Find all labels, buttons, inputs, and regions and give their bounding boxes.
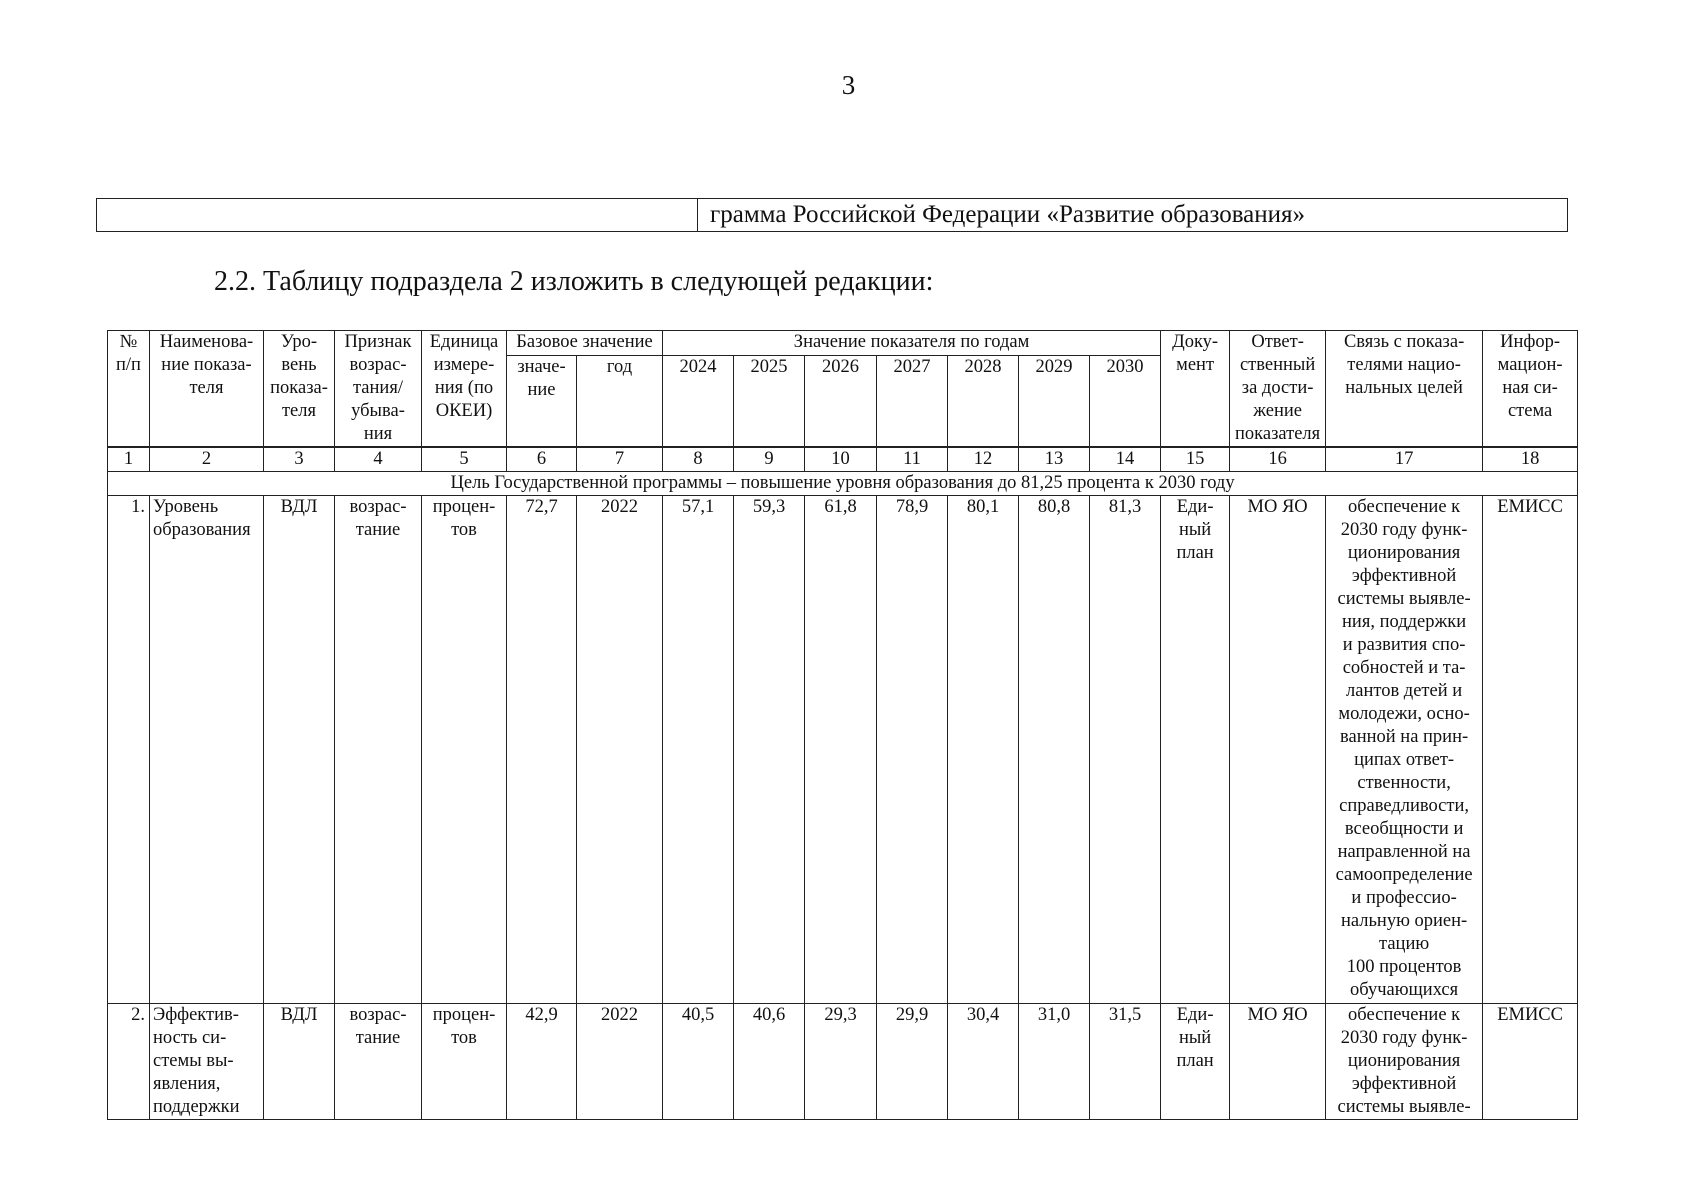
header-base-value: значе- ние: [507, 355, 577, 447]
indicator-level: ВДЛ: [264, 496, 335, 1004]
header-base: Базовое значение: [507, 331, 663, 356]
fragment-text: грамма Российской Федерации «Развитие образования»: [710, 201, 1306, 228]
base-year: 2022: [577, 496, 663, 1004]
value-2024: 57,1: [663, 496, 734, 1004]
indicator-unit: процен- тов: [422, 1004, 507, 1120]
value-2030: 31,5: [1090, 1004, 1161, 1120]
value-2029: 31,0: [1019, 1004, 1090, 1120]
header-responsible: Ответ- ственный за дости- жение показателя: [1230, 331, 1326, 448]
indicator-level: ВДЛ: [264, 1004, 335, 1120]
header-name: Наименова- ние показа- теля: [150, 331, 264, 448]
indicator-name: Эффектив- ность си- стемы вы- явления, поддержки: [150, 1004, 264, 1120]
value-2029: 80,8: [1019, 496, 1090, 1004]
header-num: № п/п: [108, 331, 150, 448]
column-number: 15: [1161, 447, 1230, 472]
column-number: 11: [877, 447, 948, 472]
header-year: 2029: [1019, 355, 1090, 447]
column-number: 4: [335, 447, 422, 472]
column-number: 14: [1090, 447, 1161, 472]
base-value: 42,9: [507, 1004, 577, 1120]
fragment-left-cell: [97, 199, 698, 231]
value-2028: 80,1: [948, 496, 1019, 1004]
column-number: 13: [1019, 447, 1090, 472]
indicator-sign: возрас- тание: [335, 1004, 422, 1120]
value-2028: 30,4: [948, 1004, 1019, 1120]
indicators-table: [107, 330, 1578, 1120]
program-goal: Цель Государственной программы – повышение уровня образования до 81,25 процента к 2030 году: [108, 472, 1578, 496]
header-year: 2026: [805, 355, 877, 447]
column-number: 10: [805, 447, 877, 472]
header-national-goals: Связь с показа- телями нацио- нальных целей: [1326, 331, 1483, 448]
row-number: 1.: [108, 496, 150, 1004]
header-year: 2030: [1090, 355, 1161, 447]
national-goal-link: обеспечение к 2030 году функ- ционирования эффективной системы выявле-: [1326, 1004, 1483, 1120]
header-document: Доку- мент: [1161, 331, 1230, 448]
value-2026: 29,3: [805, 1004, 877, 1120]
table-row: [108, 1004, 1578, 1120]
column-number: 6: [507, 447, 577, 472]
header-years: Значение показателя по годам: [663, 331, 1161, 356]
header-level: Уро- вень показа- теля: [264, 331, 335, 448]
header-base-year: год: [577, 355, 663, 447]
document: Еди- ный план: [1161, 496, 1230, 1004]
page-number: 3: [841, 70, 856, 100]
column-number: 3: [264, 447, 335, 472]
value-2026: 61,8: [805, 496, 877, 1004]
header-info-system: Инфор- мацион- ная си- стема: [1483, 331, 1578, 448]
indicator-sign: возрас- тание: [335, 496, 422, 1004]
info-system: ЕМИСС: [1483, 1004, 1578, 1120]
goal-row: [108, 472, 1578, 496]
column-number: 17: [1326, 447, 1483, 472]
header-year: 2024: [663, 355, 734, 447]
header-year: 2027: [877, 355, 948, 447]
indicator-name: Уровень образования: [150, 496, 264, 1004]
base-value: 72,7: [507, 496, 577, 1004]
header-year: 2025: [734, 355, 805, 447]
column-number: 7: [577, 447, 663, 472]
value-2027: 78,9: [877, 496, 948, 1004]
column-number: 1: [108, 447, 150, 472]
column-number: 12: [948, 447, 1019, 472]
header-year: 2028: [948, 355, 1019, 447]
header-unit: Единица измере- ния (по ОКЕИ): [422, 331, 507, 448]
column-number: 16: [1230, 447, 1326, 472]
column-number: 8: [663, 447, 734, 472]
value-2025: 40,6: [734, 1004, 805, 1120]
value-2025: 59,3: [734, 496, 805, 1004]
value-2027: 29,9: [877, 1004, 948, 1120]
responsible: МО ЯО: [1230, 1004, 1326, 1120]
value-2024: 40,5: [663, 1004, 734, 1120]
column-number: 18: [1483, 447, 1578, 472]
previous-table-fragment: [96, 198, 1568, 232]
national-goal-link: обеспечение к 2030 году функ- ционирования эффективной системы выявле- ния, поддержки и развития спо- собностей и та- лантов детей и молодежи, осно- ванной на прин- ципах ответ- ственности, справедливости, всеобщности и направленной на самоопределение и профессио- нальную ориен- тацию 100 процентов обучающихся: [1326, 496, 1483, 1004]
instruction-heading: 2.2. Таблицу подраздела 2 изложить в следующей редакции:: [214, 266, 934, 297]
header-row-1: [108, 331, 1578, 356]
column-number: 2: [150, 447, 264, 472]
info-system: ЕМИСС: [1483, 496, 1578, 1004]
indicator-unit: процен- тов: [422, 496, 507, 1004]
row-number: 2.: [108, 1004, 150, 1120]
column-numbers-row: [108, 447, 1578, 472]
document: Еди- ный план: [1161, 1004, 1230, 1120]
column-number: 5: [422, 447, 507, 472]
header-sign: Признак возрас- тания/ убыва- ния: [335, 331, 422, 448]
value-2030: 81,3: [1090, 496, 1161, 1004]
table-row: [108, 496, 1578, 1004]
column-number: 9: [734, 447, 805, 472]
responsible: МО ЯО: [1230, 496, 1326, 1004]
base-year: 2022: [577, 1004, 663, 1120]
